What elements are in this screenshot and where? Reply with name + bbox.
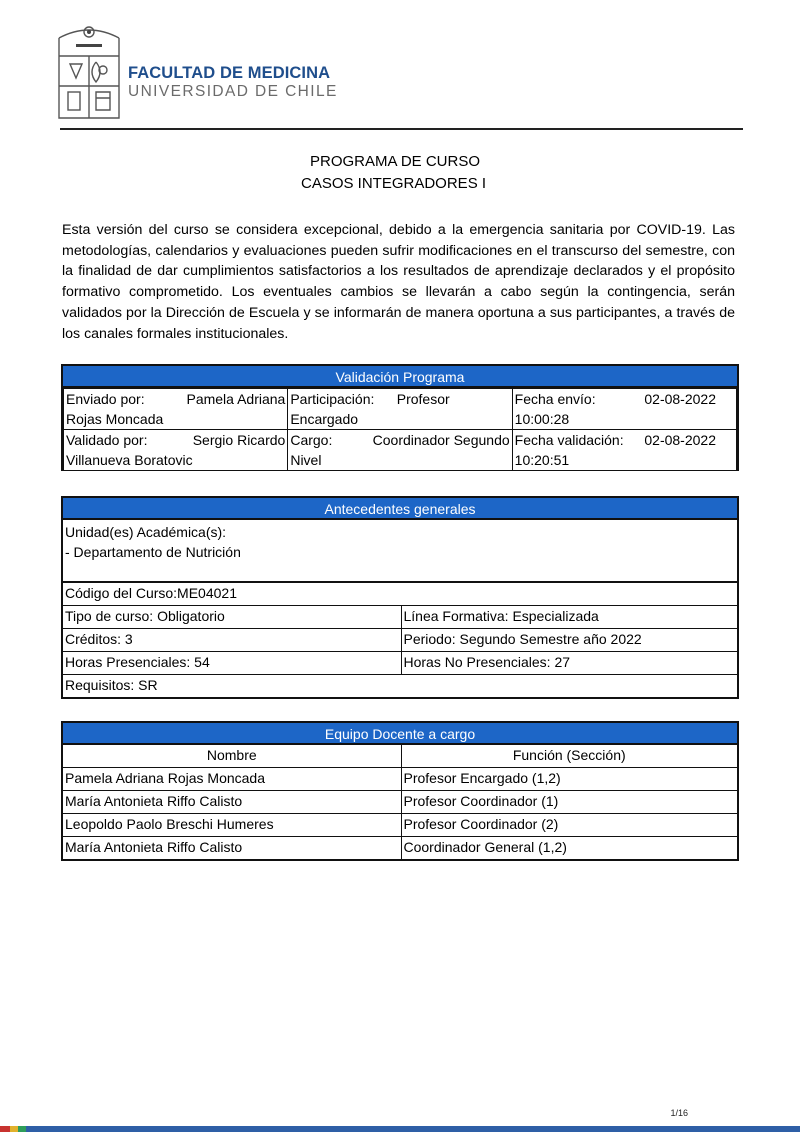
validation-section [61,364,739,471]
role-cell [288,430,512,471]
teaching-team-heading: Equipo Docente a cargo [63,723,737,745]
sent-date-label: Fecha envío: [514,391,596,407]
header-divider [60,128,743,130]
table-row [63,583,737,606]
table-row [63,791,737,814]
faculty-name: FACULTAD DE MEDICINA [128,64,331,82]
footer-color-bar [0,1126,800,1132]
table-row [63,606,737,629]
validation-date-label: Fecha validación: [514,432,624,448]
validated-by-value: Sergio Ricardo [192,432,286,448]
team-member-name: María Antonieta Riffo Calisto [63,791,401,814]
teaching-team-section [61,721,739,861]
table-header-row [63,745,737,768]
validation-date-cell [512,430,736,471]
column-header-function: Función (Sección) [401,745,737,768]
sent-date-value: 02-08-2022 [644,391,716,407]
validation-heading: Validación Programa [63,366,737,388]
sent-date-cell [512,389,736,430]
validation-date-value: 02-08-2022 [644,432,716,448]
team-member-function: Profesor Encargado (1,2) [401,768,737,791]
teaching-team-table [63,745,737,859]
role-value: Coordinador Segundo [372,432,510,448]
validated-by-value-cont: Villanueva Boratovic [66,452,193,468]
table-row [63,837,737,860]
table-row [63,814,737,837]
team-member-function: Coordinador General (1,2) [401,837,737,860]
sent-by-cell [64,389,288,430]
table-row [63,768,737,791]
general-info-table [63,582,737,697]
sent-time-value: 10:00:28 [514,411,570,427]
participation-label: Participación: [290,391,375,407]
sent-by-value: Pamela Adriana [186,391,286,407]
column-header-name: Nombre [63,745,401,768]
non-in-person-hours: Horas No Presenciales: 27 [401,652,737,675]
sent-by-label: Enviado por: [66,391,145,407]
validation-table [63,388,737,471]
university-seal-logo [56,18,122,122]
validated-by-cell [64,430,288,471]
title-line-2: CASOS INTEGRADORES I [301,175,487,192]
team-member-function: Profesor Coordinador (1) [401,791,737,814]
requirements: Requisitos: SR [63,675,737,698]
footer-segment-green [18,1126,26,1132]
role-value-cont: Nivel [290,452,322,468]
page-header [56,18,746,130]
table-row [63,629,737,652]
credits: Créditos: 3 [63,629,401,652]
table-row [64,389,737,430]
participation-value-cont: Encargado [290,411,359,427]
footer-segment-main [26,1126,800,1132]
academic-unit-block [63,520,737,582]
academic-unit-value: - Departamento de Nutrición [65,544,241,560]
page-number: 1/16 [670,1108,688,1118]
in-person-hours: Horas Presenciales: 54 [63,652,401,675]
team-member-name: María Antonieta Riffo Calisto [63,837,401,860]
participation-value: Profesor [396,391,450,407]
intro-paragraph: Esta versión del curso se considera excepcional, debido a la emergencia sanitaria por COVID-19. Las metodologías, calendarios y evaluaciones pueden sufrir modificaciones en el transcurso del semestre, con la finalidad de dar cumplimientos satisfactorios a los resultados de aprendizaje declarados y el propósito formativo comprometido. Los eventuales cambios se llevarán a cabo según la contingencia, serán validados por la Dirección de Escuela y se informarán de manera oportuna a sus participantes, a través de los canales formales institucionales. [62,222,735,342]
team-member-function: Profesor Coordinador (2) [401,814,737,837]
table-row [64,430,737,471]
academic-unit-label: Unidad(es) Académica(s): [65,524,227,540]
period: Periodo: Segundo Semestre año 2022 [401,629,737,652]
table-row [63,652,737,675]
title-line-1: PROGRAMA DE CURSO [310,153,481,170]
training-line: Línea Formativa: Especializada [401,606,737,629]
validated-by-label: Validado por: [66,432,148,448]
validation-time-value: 10:20:51 [514,452,570,468]
table-row [63,675,737,698]
footer-segment-blue [0,1126,10,1132]
university-name: UNIVERSIDAD DE CHILE [128,83,338,100]
role-label: Cargo: [290,432,333,448]
course-code: Código del Curso:ME04021 [63,583,737,606]
sent-by-value-cont: Rojas Moncada [66,411,164,427]
general-info-heading: Antecedentes generales [63,498,737,520]
team-member-name: Leopoldo Paolo Breschi Humeres [63,814,401,837]
participation-cell [288,389,512,430]
footer-segment-yellow [10,1126,18,1132]
brand-text [128,64,338,101]
team-member-name: Pamela Adriana Rojas Moncada [63,768,401,791]
general-info-section [61,496,739,699]
course-type: Tipo de curso: Obligatorio [63,606,401,629]
